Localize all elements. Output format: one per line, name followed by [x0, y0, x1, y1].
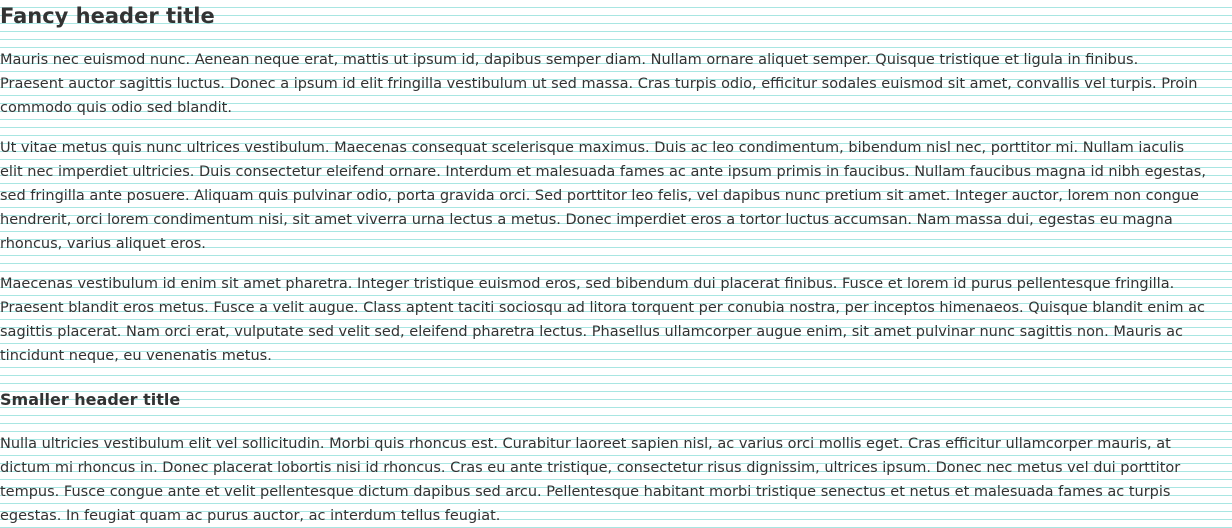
paragraph-line: Praesent blandit eros metus. Fusce a velit augue. Class aptent taciti sociosqu ad litora torquent per conubia nostra, per inceptos himenaeos. Quisque blandit enim ac — [0, 300, 1205, 316]
paragraph-line: elit nec imperdiet ultricies. Duis consectetur eleifend ornare. Interdum et malesuada fames ac ante ipsum primis in faucibus. Nullam faucibus magna id nibh egestas, — [0, 164, 1206, 180]
paragraph-line: Mauris nec euismod nunc. Aenean neque erat, mattis ut ipsum id, dapibus semper diam. Nullam ornare aliquet semper. Quisque tristique et ligula in finibus. — [0, 52, 1139, 68]
page-title: Fancy header title — [0, 4, 215, 28]
paragraph-line: rhoncus, varius aliquet eros. — [0, 236, 206, 252]
paragraph-line: sagittis placerat. Nam orci erat, vulputate sed velit sed, eleifend pharetra lectus. Phasellus ullamcorper augue enim, sit amet pulvinar nunc sagittis non. Mauris ac — [0, 324, 1183, 340]
paragraph-line: tempus. Fusce congue ante et velit pellentesque dictum dapibus sed arcu. Pellentesque habitant morbi tristique senectus et netus et malesuada fames ac turpis — [0, 484, 1171, 500]
paragraph-line: Maecenas vestibulum id enim sit amet pharetra. Integer tristique euismod eros, sed bibendum dui placerat finibus. Fusce et lorem id purus pellentesque fringilla. — [0, 276, 1175, 292]
paragraph-line: sed fringilla ante posuere. Aliquam quis pulvinar odio, porta gravida orci. Sed porttitor leo felis, vel dapibus nunc pretium sit amet. Integer auctor, lorem non congue — [0, 188, 1199, 204]
paragraph-line: Nulla ultricies vestibulum elit vel sollicitudin. Morbi quis rhoncus est. Curabitur laoreet sapien nisl, ac varius orci mollis eget. Cras efficitur ullamcorper mauris, at — [0, 436, 1171, 452]
paragraph-line: dictum mi rhoncus in. Donec placerat lobortis nisi id rhoncus. Cras eu ante tristique, consectetur risus dignissim, ultrices ipsum. Donec nec metus vel dui porttitor — [0, 460, 1181, 476]
paragraph-line: hendrerit, orci lorem condimentum nisi, sit amet viverra urna lectus a metus. Donec imperdiet eros a tortor luctus accumsan. Nam massa dui, egestas eu magna — [0, 212, 1173, 228]
paragraph-line: tincidunt neque, eu venenatis metus. — [0, 348, 272, 364]
paragraph-line: Praesent auctor sagittis luctus. Donec a ipsum id elit fringilla vestibulum ut sed massa. Cras turpis odio, efficitur sodales euismod sit amet, convallis vel turpis. Proin — [0, 76, 1198, 92]
paragraph-line: egestas. In feugiat quam ac purus auctor, ac interdum tellus feugiat. — [0, 508, 501, 524]
section-subtitle: Smaller header title — [0, 390, 181, 409]
paragraph-3 — [0, 272, 1232, 368]
paragraph-2 — [0, 136, 1232, 256]
paragraph-4 — [0, 432, 1232, 528]
paragraph-line: Ut vitae metus quis nunc ultrices vestibulum. Maecenas consequat scelerisque maximus. Duis ac leo condimentum, bibendum nisl nec, porttitor mi. Nullam iaculis — [0, 140, 1185, 156]
paragraph-line: commodo quis odio sed blandit. — [0, 100, 232, 116]
paragraph-1 — [0, 48, 1232, 120]
